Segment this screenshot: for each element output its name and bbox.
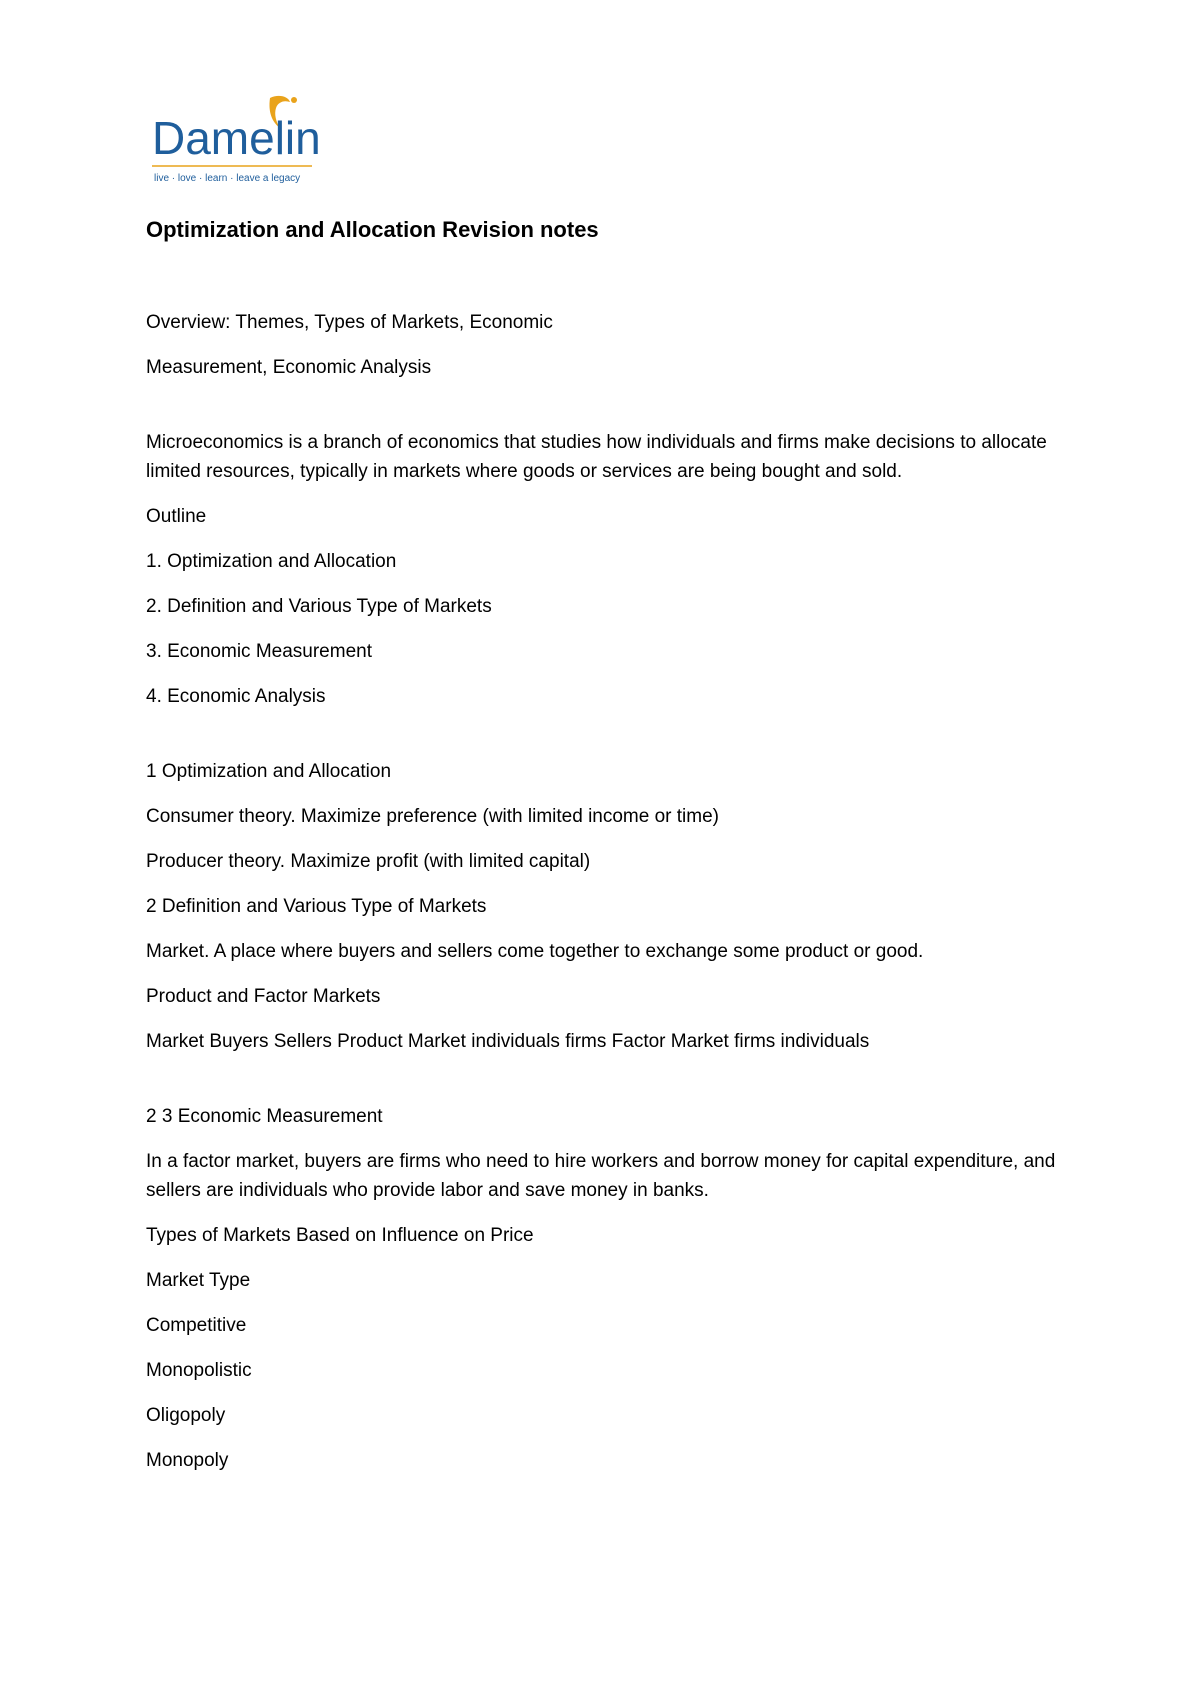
- document-title: Optimization and Allocation Revision notes: [146, 217, 599, 242]
- product-factor-heading: Product and Factor Markets: [146, 986, 381, 1007]
- market-type-item: Monopoly: [146, 1450, 229, 1471]
- section-3-heading: 2 3 Economic Measurement: [146, 1106, 383, 1127]
- factor-market-paragraph: In a factor market, buyers are firms who need to hire workers and borrow money for capital expenditure, and sellers are individuals who provide labor and save money in banks.: [146, 1151, 1056, 1201]
- market-type-item: Monopolistic: [146, 1360, 252, 1381]
- market-table-line: Market Buyers Sellers Product Market individuals firms Factor Market firms individuals: [146, 1031, 870, 1052]
- section-2-heading: 2 Definition and Various Type of Markets: [146, 896, 487, 917]
- logo-brand-text: Damelin: [152, 112, 321, 164]
- logo-graphic: [152, 94, 342, 194]
- document-body: [146, 214, 1076, 1491]
- outline-item: 1. Optimization and Allocation: [146, 551, 397, 572]
- outline-heading: Outline: [146, 506, 207, 527]
- section-1-heading: 1 Optimization and Allocation: [146, 761, 392, 782]
- producer-theory-line: Producer theory. Maximize profit (with limited capital): [146, 851, 591, 872]
- outline-item: 4. Economic Analysis: [146, 686, 326, 707]
- outline-item: 2. Definition and Various Type of Markets: [146, 596, 492, 617]
- market-type-label: Market Type: [146, 1270, 251, 1291]
- damelin-logo: [152, 94, 342, 194]
- types-of-markets-heading: Types of Markets Based on Influence on Price: [146, 1225, 534, 1246]
- market-definition: Market. A place where buyers and sellers come together to exchange some product or good.: [146, 941, 924, 962]
- intro-paragraph: Microeconomics is a branch of economics that studies how individuals and firms make decisions to allocate limited resources, typically in markets where goods or services are being bought and sold.: [146, 432, 1047, 482]
- outline-item: 3. Economic Measurement: [146, 641, 372, 662]
- logo-tagline: live · love · learn · leave a legacy: [154, 173, 301, 184]
- market-type-item: Oligopoly: [146, 1405, 226, 1426]
- overview-line-1: Overview: Themes, Types of Markets, Economic: [146, 312, 553, 333]
- market-type-item: Competitive: [146, 1315, 247, 1336]
- overview-line-2: Measurement, Economic Analysis: [146, 357, 432, 378]
- consumer-theory-line: Consumer theory. Maximize preference (with limited income or time): [146, 806, 719, 827]
